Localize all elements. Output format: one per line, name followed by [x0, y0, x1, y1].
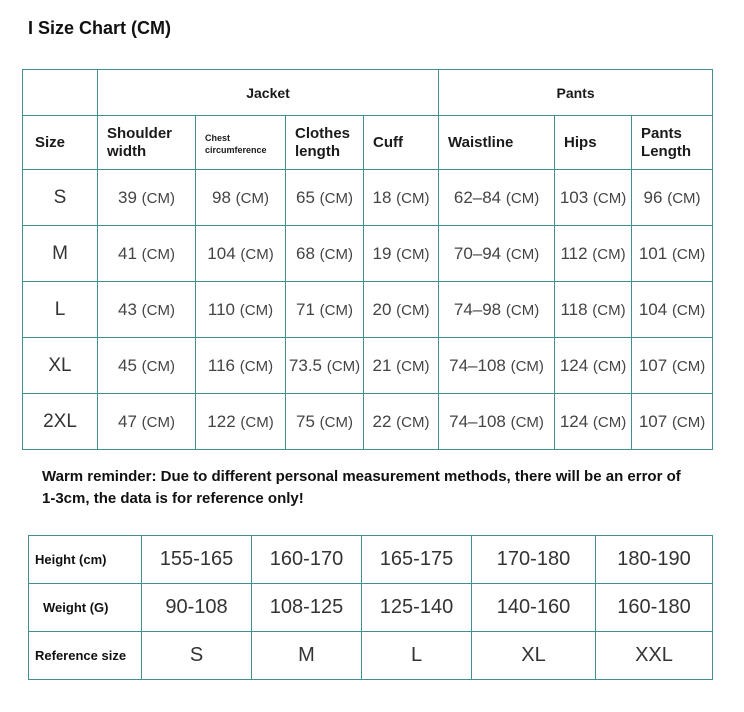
measurement-value: 43 — [118, 299, 137, 319]
measurement-value: 68 — [296, 243, 315, 263]
height-cell: 155-165 — [142, 536, 252, 584]
measurement-value: 75 — [296, 411, 315, 431]
measurement-cell-hips — [555, 226, 632, 282]
measurement-cell-shoulder — [98, 170, 196, 226]
header-shoulder-width: Shoulder width — [98, 116, 196, 170]
measurement-value: 65 — [296, 187, 315, 207]
page-title: I Size Chart (CM) — [28, 18, 172, 38]
height-cell: 165-175 — [362, 536, 472, 584]
unit-label: (CM) — [510, 357, 544, 375]
unit-label: (CM) — [396, 413, 430, 431]
unit-label: (CM) — [319, 301, 353, 319]
unit-label: (CM) — [505, 189, 540, 207]
measurement-value: 21 — [372, 355, 392, 375]
measurement-cell-hips — [555, 282, 632, 338]
measurement-cell-waist — [439, 394, 555, 450]
size-chart-table — [22, 69, 713, 450]
measurement-cell-cuff — [364, 170, 439, 226]
size-row — [23, 282, 713, 338]
measurement-cell-shoulder — [98, 282, 196, 338]
measurement-cell-hips — [555, 170, 632, 226]
measurement-value: 22 — [372, 411, 392, 431]
measurement-cell-pants — [632, 170, 713, 226]
measurement-value: 20 — [372, 299, 392, 319]
weight-cell: 90-108 — [142, 584, 252, 632]
unit-label: (CM) — [141, 189, 175, 207]
size-cell: S — [23, 170, 98, 226]
measurement-cell-chest — [196, 170, 286, 226]
unit-label: (CM) — [592, 357, 627, 375]
weight-row — [29, 584, 713, 632]
measurement-cell-shoulder — [98, 394, 196, 450]
size-cell: L — [362, 632, 472, 680]
measurement-value: 71 — [296, 299, 315, 319]
measurement-cell-cuff — [364, 394, 439, 450]
measurement-value: 124 — [559, 355, 589, 375]
measurement-cell-hips — [555, 338, 632, 394]
height-cell: 160-170 — [252, 536, 362, 584]
measurement-value: 122 — [207, 411, 236, 431]
unit-label: (CM) — [667, 189, 701, 207]
jacket-group-header: Jacket — [98, 70, 439, 116]
size-cell: 2XL — [23, 394, 98, 450]
reference-size-table — [28, 535, 713, 680]
header-pants-length: Pants Length — [632, 116, 713, 170]
size-row — [23, 226, 713, 282]
unit-label: (CM) — [396, 245, 430, 263]
measurement-cell-pants — [632, 338, 713, 394]
measurement-cell-waist — [439, 170, 555, 226]
weight-label: Weight (G) — [29, 584, 142, 632]
measurement-value: 124 — [559, 411, 589, 431]
weight-cell: 108-125 — [252, 584, 362, 632]
measurement-value: 101 — [638, 243, 668, 263]
measurement-cell-chest — [196, 338, 286, 394]
measurement-value: 104 — [638, 299, 668, 319]
size-cell: XL — [472, 632, 596, 680]
weight-cell: 125-140 — [362, 584, 472, 632]
unit-label: (CM) — [592, 245, 626, 263]
size-row — [23, 338, 713, 394]
measurement-cell-waist — [439, 282, 555, 338]
measurement-value: 62–84 — [453, 187, 502, 207]
measurement-cell-cuff — [364, 338, 439, 394]
measurement-value: 96 — [643, 187, 663, 207]
header-size: Size — [23, 116, 98, 170]
measurement-value: 74–98 — [453, 299, 502, 319]
measurement-cell-chest — [196, 394, 286, 450]
corner-cell — [23, 70, 98, 116]
unit-label: (CM) — [239, 301, 274, 319]
measurement-cell-clothes — [286, 170, 364, 226]
measurement-value: 39 — [118, 187, 137, 207]
measurement-cell-shoulder — [98, 226, 196, 282]
measurement-cell-pants — [632, 226, 713, 282]
unit-label: (CM) — [505, 301, 540, 319]
header-chest-circumference: Chest circumference — [196, 116, 286, 170]
unit-label: (CM) — [396, 189, 430, 207]
measurement-cell-clothes — [286, 226, 364, 282]
unit-label: (CM) — [319, 189, 353, 207]
measurement-value: 116 — [207, 355, 236, 375]
measurement-cell-cuff — [364, 282, 439, 338]
measurement-cell-waist — [439, 226, 555, 282]
reference-size-row — [29, 632, 713, 680]
unit-label: (CM) — [141, 245, 175, 263]
unit-label: (CM) — [326, 357, 361, 375]
unit-label: (CM) — [505, 245, 540, 263]
unit-label: (CM) — [240, 413, 274, 431]
measurement-value: 45 — [118, 355, 137, 375]
unit-label: (CM) — [510, 413, 544, 431]
measurement-value: 107 — [638, 411, 668, 431]
height-cell: 170-180 — [472, 536, 596, 584]
unit-label: (CM) — [235, 189, 269, 207]
weight-cell: 140-160 — [472, 584, 596, 632]
measurement-cell-clothes — [286, 394, 364, 450]
measurement-cell-pants — [632, 394, 713, 450]
height-label: Height (cm) — [29, 536, 142, 584]
unit-label: (CM) — [592, 301, 626, 319]
height-row — [29, 536, 713, 584]
unit-label: (CM) — [396, 301, 430, 319]
unit-label: (CM) — [141, 357, 175, 375]
unit-label: (CM) — [671, 301, 706, 319]
measurement-cell-clothes — [286, 282, 364, 338]
reference-size-label: Reference size — [29, 632, 142, 680]
size-cell: S — [142, 632, 252, 680]
measurement-cell-waist — [439, 338, 555, 394]
header-cuff: Cuff — [364, 116, 439, 170]
unit-label: (CM) — [319, 245, 353, 263]
measurement-cell-clothes — [286, 338, 364, 394]
measurement-value: 110 — [207, 299, 236, 319]
measurement-value: 18 — [372, 187, 392, 207]
unit-label: (CM) — [671, 413, 706, 431]
size-cell: XXL — [596, 632, 713, 680]
measurement-value: 41 — [118, 243, 137, 263]
measurement-value: 73.5 — [288, 355, 323, 375]
unit-label: (CM) — [671, 245, 706, 263]
header-hips: Hips — [555, 116, 632, 170]
measurement-value: 74–108 — [449, 411, 506, 431]
header-waistline: Waistline — [439, 116, 555, 170]
measurement-cell-chest — [196, 226, 286, 282]
unit-label: (CM) — [671, 357, 706, 375]
size-cell: L — [23, 282, 98, 338]
measurement-value: 47 — [118, 411, 137, 431]
measurement-value: 103 — [559, 187, 589, 207]
unit-label: (CM) — [239, 357, 274, 375]
size-row — [23, 170, 713, 226]
measurement-cell-hips — [555, 394, 632, 450]
size-cell: M — [23, 226, 98, 282]
weight-cell: 160-180 — [596, 584, 713, 632]
height-cell: 180-190 — [596, 536, 713, 584]
unit-label: (CM) — [319, 413, 353, 431]
measurement-value: 19 — [372, 243, 392, 263]
unit-label: (CM) — [141, 413, 175, 431]
size-cell: XL — [23, 338, 98, 394]
measurement-cell-pants — [632, 282, 713, 338]
measurement-value: 98 — [212, 187, 231, 207]
unit-label: (CM) — [592, 413, 627, 431]
size-cell: M — [252, 632, 362, 680]
warm-reminder: Warm reminder: Due to different personal measurement methods, there will be an error of 1-3cm, the data is for reference only! — [42, 468, 681, 507]
unit-label: (CM) — [592, 189, 627, 207]
header-clothes-length: Clothes length — [286, 116, 364, 170]
unit-label: (CM) — [240, 245, 274, 263]
measurement-value: 70–94 — [453, 243, 502, 263]
measurement-value: 74–108 — [449, 355, 506, 375]
measurement-cell-cuff — [364, 226, 439, 282]
pants-group-header: Pants — [439, 70, 713, 116]
measurement-cell-chest — [196, 282, 286, 338]
unit-label: (CM) — [396, 357, 430, 375]
measurement-value: 118 — [560, 299, 588, 319]
measurement-cell-shoulder — [98, 338, 196, 394]
measurement-value: 112 — [560, 243, 588, 263]
size-row — [23, 394, 713, 450]
unit-label: (CM) — [141, 301, 175, 319]
measurement-value: 107 — [638, 355, 668, 375]
measurement-value: 104 — [207, 243, 236, 263]
